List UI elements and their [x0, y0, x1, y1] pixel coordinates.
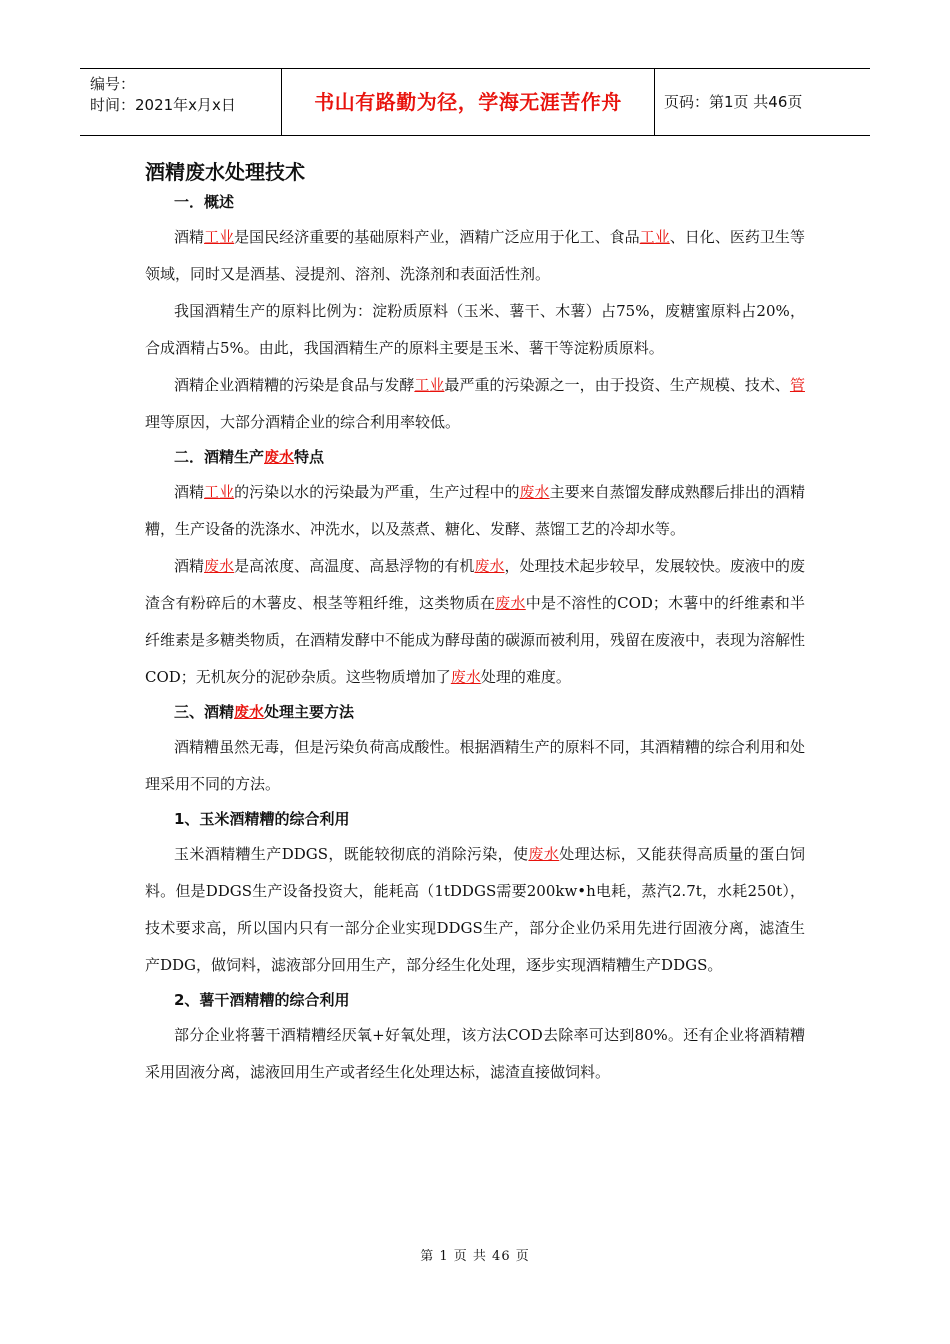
keyword-link[interactable]: 废水: [495, 594, 526, 612]
keyword-link[interactable]: 废水: [204, 557, 235, 575]
keyword-link[interactable]: 工业: [414, 376, 445, 394]
section-heading: 三、酒精废水处理主要方法: [174, 703, 355, 721]
keyword-link[interactable]: 废水: [528, 845, 560, 863]
keyword-link[interactable]: 废水: [234, 703, 265, 721]
keyword-link[interactable]: 废水: [264, 448, 295, 466]
keyword-link[interactable]: 废水: [474, 557, 505, 575]
time-label: 时间：2021年x月x日: [90, 96, 236, 114]
document-body: [145, 158, 805, 1091]
page-footer: 第 1 页 共 46 页: [420, 1249, 530, 1264]
document-title: 酒精废水处理技术: [145, 160, 305, 184]
paragraph: 酒精工业是国民经济重要的基础原料产业，酒精广泛应用于化工、食品工业、日化、医药卫生等领域，同时又是酒基、浸提剂、溶剂、洗涤剂和表面活性剂。: [145, 228, 805, 283]
keyword-link[interactable]: 废水: [519, 483, 550, 501]
number-label: 编号：: [90, 75, 136, 93]
header-motto: 书山有路勤为径，学海无涯苦作舟: [282, 69, 655, 135]
paragraph: 玉米酒精糟生产DDGS，既能较彻底的消除污染，使废水处理达标，又能获得高质量的蛋白饲料。但是DDGS生产设备投资大，能耗高（1tDDGS需要200kw•h电耗，蒸汽2.7t，水耗250t），技术要求高，所以国内只有一部分企业实现DDGS生产，部分企业仍采用先进行固液分离，滤渣生产DDG，做饲料，滤液部分回用生产，部分经生化处理，逐步实现酒精糟生产DDGS。: [145, 845, 805, 974]
header-page-info: 页码：第1页 共46页: [664, 93, 803, 111]
keyword-link[interactable]: 工业: [204, 228, 235, 246]
paragraph: 酒精企业酒精糟的污染是食品与发酵工业最严重的污染源之一，由于投资、生产规模、技术、管理等原因，大部分酒精企业的综合利用率较低。: [145, 376, 805, 431]
paragraph: 部分企业将薯干酒精糟经厌氧+好氧处理，该方法COD去除率可达到80%。还有企业将酒精糟采用固液分离，滤液回用生产或者经生化处理达标，滤渣直接做饲料。: [145, 1026, 805, 1081]
section-heading: 一．概述: [174, 193, 235, 211]
keyword-link[interactable]: 工业: [639, 228, 670, 246]
keyword-link[interactable]: 工业: [204, 483, 235, 501]
section-heading: 二．酒精生产废水特点: [174, 448, 325, 466]
paragraph: 酒精工业的污染以水的污染最为严重，生产过程中的废水主要来自蒸馏发酵成熟醪后排出的酒精糟，生产设备的洗涤水、冲洗水，以及蒸煮、糖化、发酵、蒸馏工艺的冷却水等。: [145, 483, 805, 538]
paragraph: 我国酒精生产的原料比例为：淀粉质原料（玉米、薯干、木薯）占75%，废糖蜜原料占20%，合成酒精占5%。由此，我国酒精生产的原料主要是玉米、薯干等淀粉质原料。: [145, 302, 805, 357]
page-header: [80, 68, 870, 136]
section-heading: 1、玉米酒精糟的综合利用: [174, 810, 350, 828]
paragraph: 酒精废水是高浓度、高温度、高悬浮物的有机废水，处理技术起步较早，发展较快。废液中的废渣含有粉碎后的木薯皮、根茎等粗纤维，这类物质在废水中是不溶性的COD；木薯中的纤维素和半纤维素是多糖类物质，在酒精发酵中不能成为酵母菌的碳源而被利用，残留在废液中，表现为溶解性COD；无机灰分的泥砂杂质。这些物质增加了废水处理的难度。: [145, 557, 806, 686]
section-heading: 2、薯干酒精糟的综合利用: [174, 991, 350, 1009]
keyword-link[interactable]: 废水: [450, 668, 481, 686]
paragraph: 酒精糟虽然无毒，但是污染负荷高成酸性。根据酒精生产的原料不同，其酒精糟的综合利用和处理采用不同的方法。: [145, 738, 805, 793]
header-meta: [80, 69, 282, 135]
document-content: [145, 186, 805, 1091]
keyword-link[interactable]: 管: [789, 376, 805, 394]
